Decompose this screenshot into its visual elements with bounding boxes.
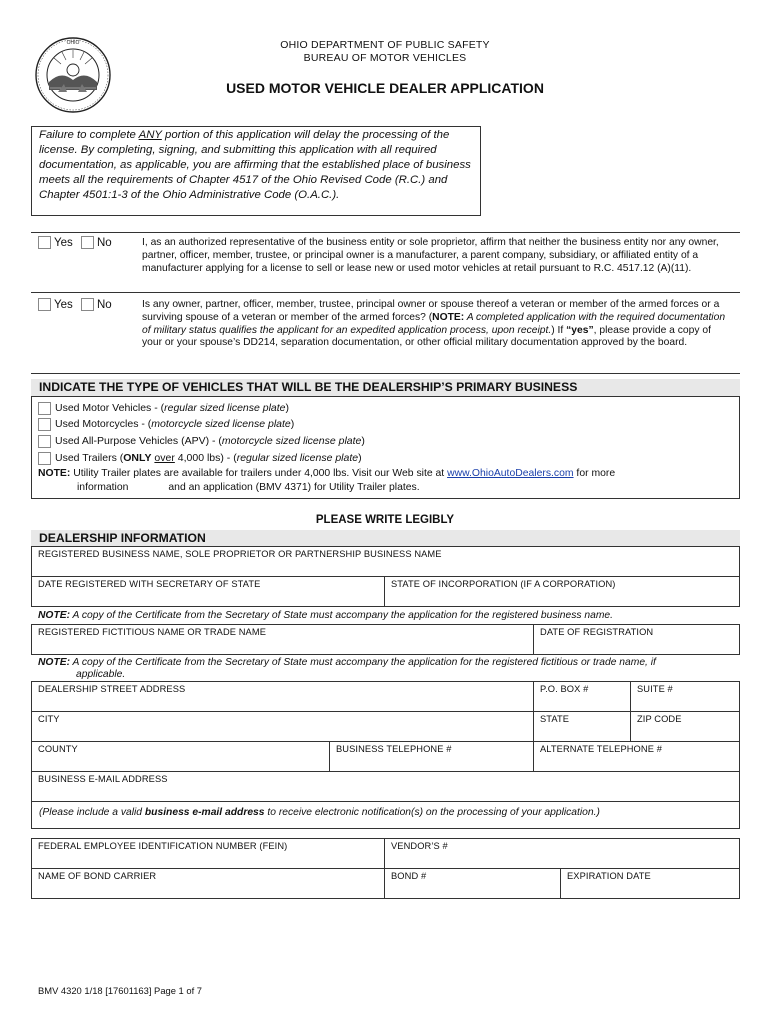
bond-number-field[interactable]: BOND # xyxy=(384,868,561,899)
q1-yes-checkbox[interactable] xyxy=(38,236,51,249)
form-footer: BMV 4320 1/18 [17601163] Page 1 of 7 xyxy=(38,985,203,996)
expiration-date-field[interactable]: EXPIRATION DATE xyxy=(560,868,740,899)
bond-carrier-field[interactable]: NAME OF BOND CARRIER xyxy=(31,868,385,899)
suite-field[interactable]: SUITE # xyxy=(630,681,740,712)
state-of-incorporation-field[interactable]: STATE OF INCORPORATION (IF A CORPORATION) xyxy=(384,576,740,607)
certificate-note-1: NOTE: A copy of the Certificate from the Secretary of State must accompany the application for the registered business name. xyxy=(38,610,614,621)
vehicle-option-trailers[interactable]: Used Trailers (ONLY over 4,000 lbs) - (regular sized license plate) xyxy=(38,450,362,467)
bureau-name: BUREAU OF MOTOR VEHICLES xyxy=(303,52,467,64)
q1-text: I, as an authorized representative of the business entity or sole proprietor, affirm that neither the business entity nor any owner, partner, officer, member, trustee, or principal owner is a manufacturer, a parent company, subsidiary, or affiliated entity of a manufacturer applying for a license to sell or lease new or used motor vehicles at retail pursuant to R.C. 4517.12 (A)(11). xyxy=(142,237,719,274)
apv-checkbox[interactable] xyxy=(38,435,51,448)
divider xyxy=(31,292,740,293)
registered-business-name-field[interactable]: REGISTERED BUSINESS NAME, SOLE PROPRIETOR OR PARTNERSHIP BUSINESS NAME xyxy=(31,546,740,577)
failure-notice: Failure to complete ANY portion of this application will delay the processing of the license. By completing, signing, and submitting this application with all required documentation, as applicable, you are affirming that the established place of business meets all the requirements of Chapter 4517 of the Ohio Revised Code (R.C.) and Chapter 4501:1-3 of the Ohio Administrative Code (O.A.C.). xyxy=(31,126,481,216)
alternate-telephone-field[interactable]: ALTERNATE TELEPHONE # xyxy=(533,741,740,772)
motorcycles-checkbox[interactable] xyxy=(38,418,51,431)
q2-yes-checkbox[interactable] xyxy=(38,298,51,311)
business-telephone-field[interactable]: BUSINESS TELEPHONE # xyxy=(329,741,534,772)
page-title: USED MOTOR VEHICLE DEALER APPLICATION xyxy=(226,80,544,96)
vehicle-option-motor-vehicles[interactable]: Used Motor Vehicles - (regular sized license plate) xyxy=(38,400,289,417)
trailers-checkbox[interactable] xyxy=(38,452,51,465)
q1-options: Yes No xyxy=(38,236,117,249)
vendor-number-field[interactable]: VENDOR’S # xyxy=(384,838,740,869)
write-legibly-notice: PLEASE WRITE LEGIBLY xyxy=(315,514,455,526)
vehicle-type-heading: INDICATE THE TYPE OF VEHICLES THAT WILL BE THE DEALERSHIP’S PRIMARY BUSINESS xyxy=(31,379,740,396)
trailer-note: NOTE: Utility Trailer plates are available for trailers under 4,000 lbs. Visit our Web site at www.OhioAutoDealers.com for more information and an application (BMV 4371) for Utility Trailer plates. xyxy=(38,468,616,493)
city-field[interactable]: CITY xyxy=(31,711,534,742)
zip-code-field[interactable]: ZIP CODE xyxy=(630,711,740,742)
motor-vehicles-checkbox[interactable] xyxy=(38,402,51,415)
ohio-auto-dealers-link[interactable]: www.OhioAutoDealers.com xyxy=(447,468,574,479)
street-address-field[interactable]: DEALERSHIP STREET ADDRESS xyxy=(31,681,534,712)
date-registered-sos-field[interactable]: DATE REGISTERED WITH SECRETARY OF STATE xyxy=(31,576,385,607)
fictitious-name-field[interactable]: REGISTERED FICTITIOUS NAME OR TRADE NAME xyxy=(31,624,534,655)
vehicle-option-motorcycles[interactable]: Used Motorcycles - (motorcycle sized license plate) xyxy=(38,416,294,433)
q2-options: Yes No xyxy=(38,298,117,311)
dealership-info-heading: DEALERSHIP INFORMATION xyxy=(31,530,740,547)
date-of-registration-field[interactable]: DATE OF REGISTRATION xyxy=(533,624,740,655)
po-box-field[interactable]: P.O. BOX # xyxy=(533,681,631,712)
fein-field[interactable]: FEDERAL EMPLOYEE IDENTIFICATION NUMBER (FEIN) xyxy=(31,838,385,869)
email-instruction: (Please include a valid business e-mail address to receive electronic notification(s) on the processing of your application.) xyxy=(31,801,740,829)
business-email-field[interactable]: BUSINESS E-MAIL ADDRESS xyxy=(31,771,740,802)
q2-text: Is any owner, partner, officer, member, trustee, principal owner or spouse thereof a veteran or member of the armed forces or a surviving spouse of a veteran or member of the armed forces? (NOTE: A completed application with the required documentation of military status qualifies the applicant for an expedited application process, upon receipt.) If “yes”, please provide a copy of your or your spouse’s DD214, separation documentation, or other official military documentation approved by the board. xyxy=(142,299,726,349)
county-field[interactable]: COUNTY xyxy=(31,741,330,772)
svg-text:OHIO: OHIO xyxy=(66,40,80,46)
q1-no-checkbox[interactable] xyxy=(81,236,94,249)
department-name: OHIO DEPARTMENT OF PUBLIC SAFETY xyxy=(280,39,490,51)
q2-no-checkbox[interactable] xyxy=(81,298,94,311)
vehicle-option-apv[interactable]: Used All-Purpose Vehicles (APV) - (motorcycle sized license plate) xyxy=(38,433,365,450)
state-field[interactable]: STATE xyxy=(533,711,631,742)
certificate-note-2: NOTE: A copy of the Certificate from the Secretary of State must accompany the application for the registered fictitious or trade name, if applicable. xyxy=(38,657,656,680)
